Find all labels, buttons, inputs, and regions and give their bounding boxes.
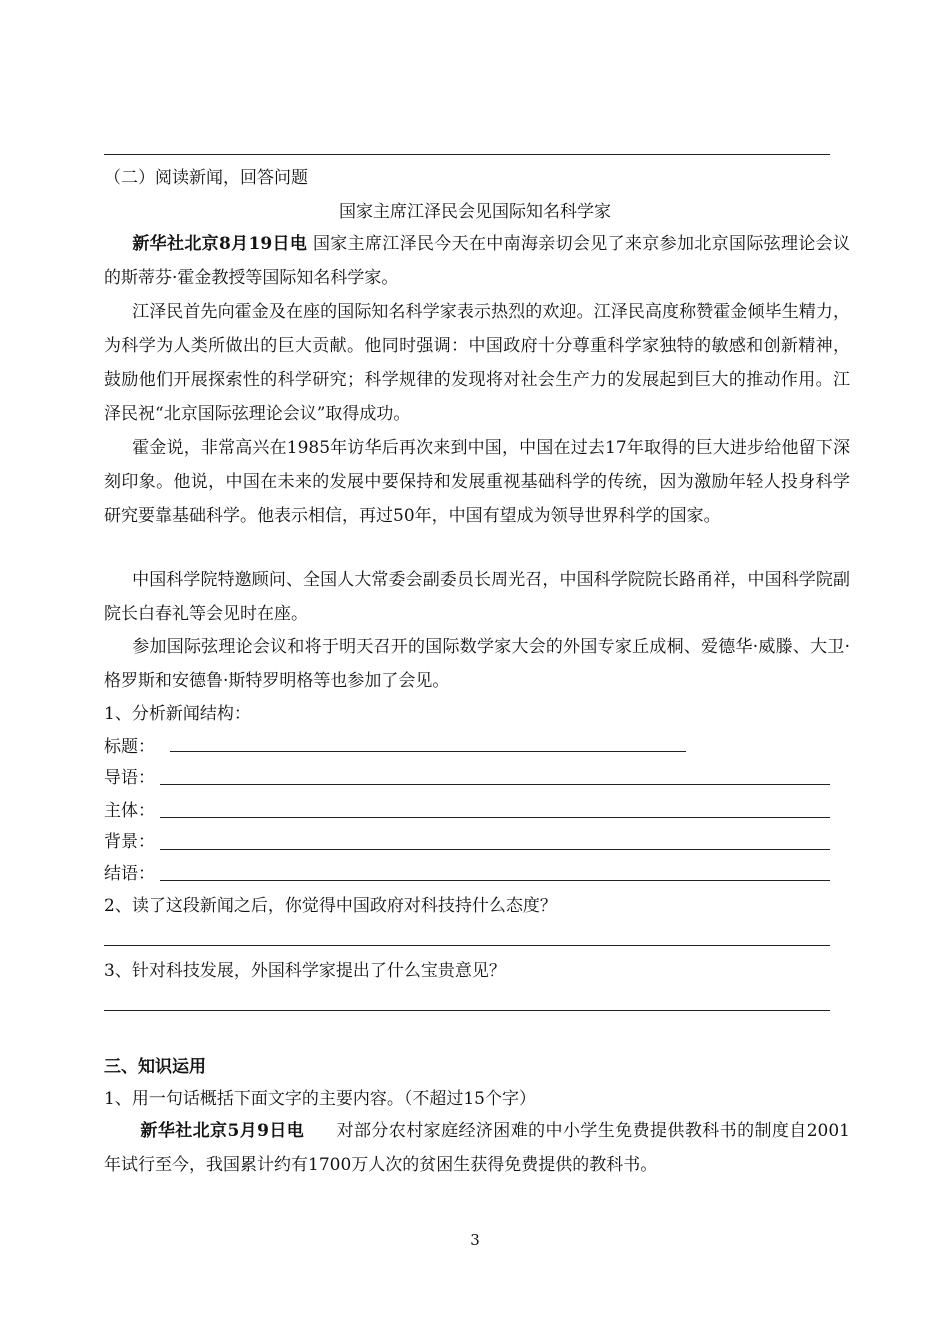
news-paragraph-4-text: 中国科学院特邀顾问、全国人大常委会副委员长周光召，中国科学院院长路甬祥，中国科学院副院长白春礼等会见时在座。: [104, 570, 850, 624]
news-paragraph-1-text: 国家主席江泽民今天在中南海亲切会见了来京参加北京国际弦理论会议的斯蒂芬·霍金教授等国际知名科学家。: [104, 234, 851, 288]
news-title: 国家主席江泽民会见国际知名科学家: [339, 202, 611, 222]
section3-heading: 三、知识运用: [104, 1057, 206, 1077]
news-paragraph-2-text: 江泽民首先向霍金及在座的国际知名科学家表示热烈的欢迎。江泽民高度称赞霍金倾毕生精力，为科学为人类所做出的巨大贡献。他同时强调：中国政府十分尊重科学家独特的敏感和创新精神，鼓励他们开展探索性的科学研究；科学规律的发现将对社会生产力的发展起到巨大的推动作用。江泽民祝“北京国际弦理论会议”取得成功。: [104, 302, 850, 424]
answer-line-body[interactable]: [160, 817, 830, 818]
news-paragraph-3-text: 霍金说，非常高兴在1985年访华后再次来到中国，中国在过去17年取得的巨大进步给他留下深刻印象。他说，中国在未来的发展中要保持和发展重视基础科学的传统，因为激励年轻人投身科学研究要靠基础科学。他表示相信，再过50年，中国有望成为领导世界科学的国家。: [104, 438, 850, 526]
section3-paragraph: [104, 1114, 850, 1182]
section3-body: 对部分农村家庭经济困难的中小学生免费提供教科书的制度自2001年试行至今，我国累计约有1700万人次的贫困生获得免费提供的教科书。: [104, 1121, 850, 1175]
q1-prompt: 1、分析新闻结构：: [104, 704, 251, 724]
answer-line-conclusion[interactable]: [160, 880, 830, 881]
news-paragraph-4: [104, 563, 850, 631]
answer-line-q2[interactable]: [104, 945, 830, 946]
news-paragraph-2: [104, 295, 850, 431]
field-label-background: 背景：: [104, 832, 155, 852]
news-dateline: 新华社北京8月19日电: [132, 234, 308, 254]
news-paragraph-5-text: 参加国际弦理论会议和将于明天召开的国际数学家大会的外国专家丘成桐、爱德华·威滕、大卫·格罗斯和安德鲁·斯特罗明格等也参加了会见。: [104, 637, 850, 691]
q3-prompt: 3、针对科技发展，外国科学家提出了什么宝贵意见？: [104, 961, 506, 981]
field-label-title: 标题：: [104, 737, 155, 757]
section2-heading: （二）阅读新闻，回答问题: [104, 168, 308, 188]
answer-line-title[interactable]: [170, 751, 686, 752]
news-paragraph-3: [104, 431, 850, 533]
q2-prompt: 2、读了这段新闻之后，你觉得中国政府对科技持什么态度？: [104, 896, 557, 916]
answer-line-q3[interactable]: [104, 1010, 830, 1011]
answer-line-background[interactable]: [160, 849, 830, 850]
field-label-conclusion: 结语：: [104, 864, 155, 884]
top-rule: [104, 154, 830, 155]
answer-line-lead[interactable]: [160, 784, 830, 785]
page-number: 3: [470, 1231, 480, 1249]
news-paragraph-5: [104, 630, 850, 698]
section3-dateline: 新华社北京5月9日电: [140, 1121, 305, 1141]
field-label-lead: 导语：: [104, 768, 155, 788]
field-label-body: 主体：: [104, 801, 155, 821]
section3-q1-prompt: 1、用一句话概括下面文字的主要内容。（不超过15个字）: [104, 1089, 536, 1109]
news-paragraph-1: [104, 227, 850, 295]
